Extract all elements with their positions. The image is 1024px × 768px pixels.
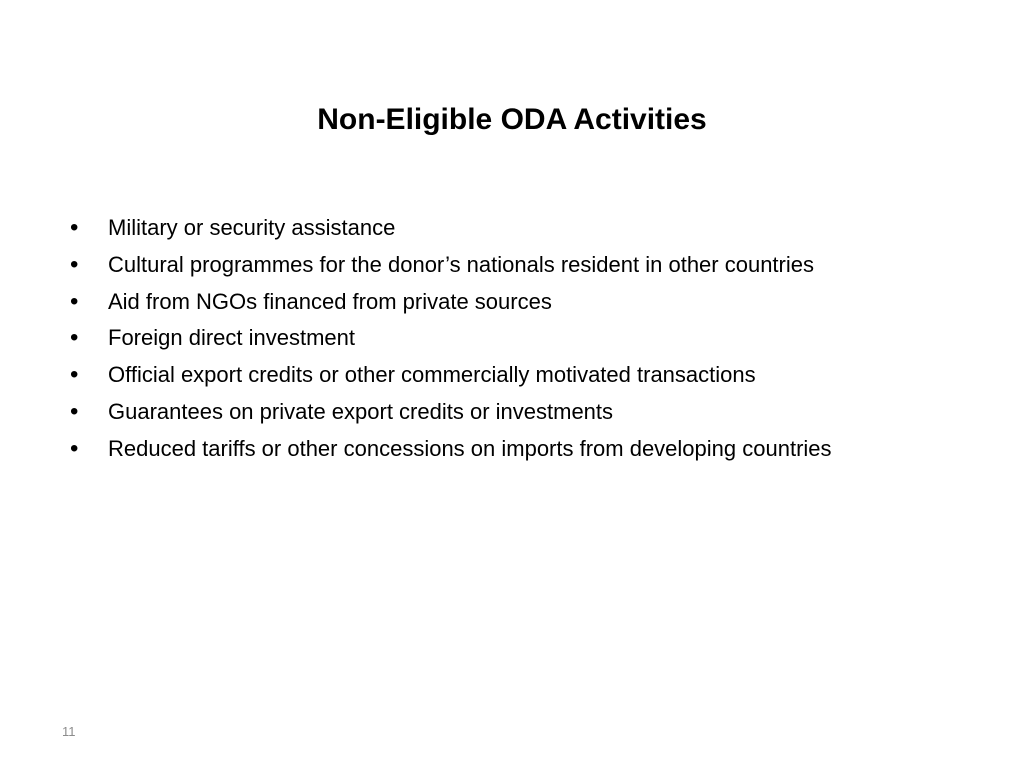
bullet-icon: •: [70, 324, 79, 352]
bullet-icon: •: [70, 287, 79, 315]
bullet-icon: •: [70, 397, 79, 425]
bullet-text: Aid from NGOs financed from private sources: [108, 288, 552, 314]
bullet-text: Reduced tariffs or other concessions on imports from developing countries: [108, 435, 832, 461]
bullet-icon: •: [70, 361, 79, 389]
page-number: 11: [62, 724, 76, 739]
bullet-icon: •: [70, 434, 79, 462]
slide-title: Non-Eligible ODA Activities: [317, 103, 707, 136]
bullet-text: Guarantees on private export credits or investments: [108, 398, 614, 424]
bullet-icon: •: [70, 214, 79, 241]
bullet-icon: •: [70, 250, 79, 278]
bullet-text: Military or security assistance: [108, 215, 396, 240]
bullet-text: Foreign direct investment: [108, 325, 355, 351]
bullet-text: Official export credits or other commercially motivated transactions: [108, 362, 756, 388]
bullet-text: Cultural programmes for the donor’s nationals resident in other countries: [108, 251, 814, 277]
